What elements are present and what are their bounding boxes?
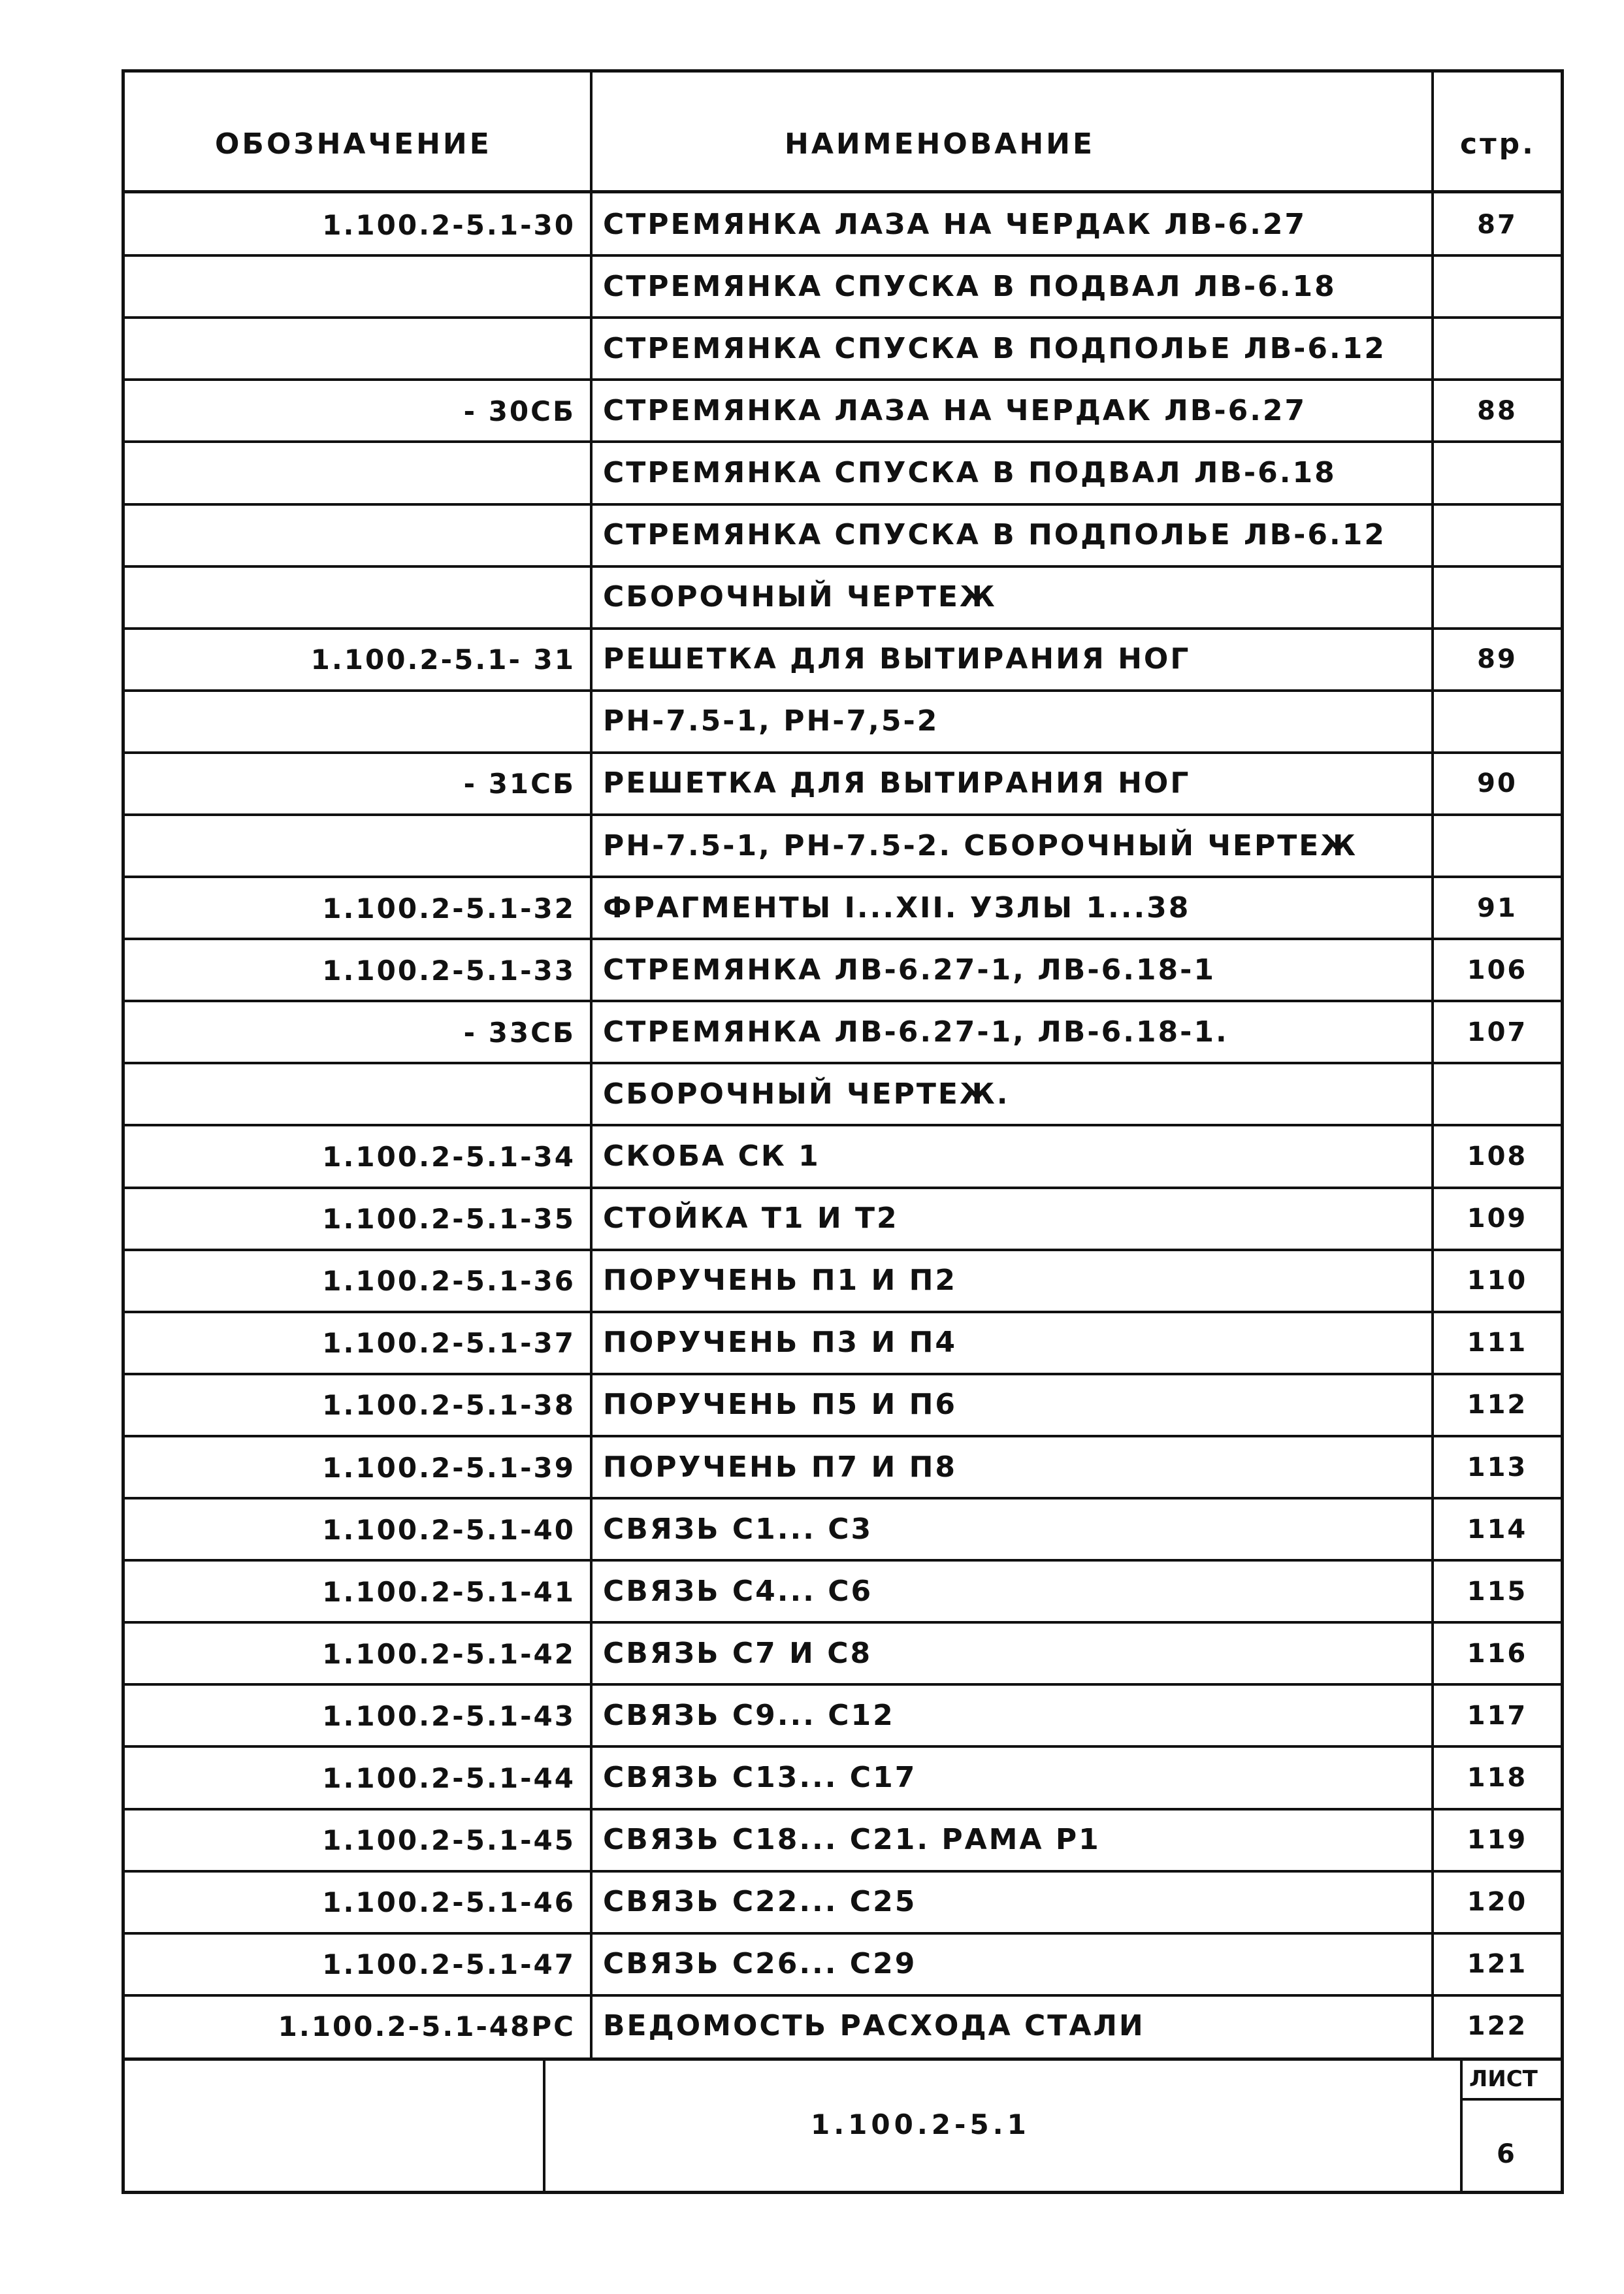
row-designation: 1.100.2-5.1-41 bbox=[322, 1576, 576, 1608]
row-name: СТРЕМЯНКА СПУСКА В ПОДВАЛ ЛВ-6.18 bbox=[603, 270, 1337, 303]
row-page: 118 bbox=[1467, 1763, 1528, 1793]
document-sheet bbox=[122, 69, 1564, 2194]
row-name: СКОБА СК 1 bbox=[603, 1139, 820, 1173]
row-name: СВЯЗЬ С7 И С8 bbox=[603, 1637, 873, 1670]
row-divider bbox=[125, 1683, 1561, 1686]
row-page: 113 bbox=[1467, 1452, 1528, 1483]
row-page: 122 bbox=[1467, 2011, 1528, 2041]
row-designation: 1.100.2-5.1-46 bbox=[322, 1886, 576, 1918]
row-page: 110 bbox=[1467, 1266, 1528, 1296]
row-name: РЕШЕТКА ДЛЯ ВЫТИРАНИЯ НОГ bbox=[603, 642, 1191, 676]
sheet-label-underline bbox=[1460, 2098, 1561, 2101]
row-page: 88 bbox=[1477, 396, 1518, 426]
row-name: СТРЕМЯНКА СПУСКА В ПОДПОЛЬЕ ЛВ-6.12 bbox=[603, 518, 1386, 551]
row-divider bbox=[125, 1062, 1561, 1064]
sheet-number: 6 bbox=[1497, 2139, 1517, 2169]
row-name: СТРЕМЯНКА ЛВ-6.27-1, ЛВ-6.18-1. bbox=[603, 1015, 1229, 1049]
row-divider bbox=[125, 1124, 1561, 1126]
row-designation: - 30СБ bbox=[463, 395, 576, 427]
row-designation: - 31СБ bbox=[463, 768, 576, 800]
row-page: 107 bbox=[1467, 1017, 1528, 1047]
row-designation: 1.100.2-5.1-35 bbox=[322, 1203, 576, 1235]
row-divider bbox=[125, 1311, 1561, 1313]
header-designation: ОБОЗНАЧЕНИЕ bbox=[215, 127, 492, 161]
row-designation: 1.100.2-5.1-32 bbox=[322, 893, 576, 925]
row-designation: 1.100.2-5.1-30 bbox=[322, 209, 576, 241]
row-divider bbox=[125, 440, 1561, 443]
row-name: СТРЕМЯНКА ЛВ-6.27-1, ЛВ-6.18-1 bbox=[603, 953, 1216, 987]
row-name: СТРЕМЯНКА СПУСКА В ПОДВАЛ ЛВ-6.18 bbox=[603, 456, 1337, 489]
row-divider bbox=[125, 316, 1561, 319]
row-name: СВЯЗЬ С22... С25 bbox=[603, 1885, 917, 1918]
row-name: ПОРУЧЕНЬ П5 И П6 bbox=[603, 1388, 958, 1421]
row-designation: 1.100.2-5.1-48РС bbox=[278, 2010, 576, 2042]
row-divider bbox=[125, 1994, 1561, 1997]
row-divider bbox=[125, 813, 1561, 816]
row-designation: 1.100.2-5.1-44 bbox=[322, 1762, 576, 1794]
row-name: СВЯЗЬ С13... С17 bbox=[603, 1761, 917, 1794]
row-designation: 1.100.2-5.1-38 bbox=[322, 1389, 576, 1421]
row-designation: 1.100.2-5.1-33 bbox=[322, 955, 576, 987]
row-page: 87 bbox=[1477, 210, 1518, 240]
row-divider bbox=[125, 1497, 1561, 1499]
row-divider bbox=[125, 1870, 1561, 1873]
row-name: СБОРОЧНЫЙ ЧЕРТЕЖ. bbox=[603, 1077, 1010, 1111]
row-page: 114 bbox=[1467, 1515, 1528, 1545]
sheet-label: ЛИСТ bbox=[1469, 2066, 1538, 2092]
row-designation: 1.100.2-5.1-42 bbox=[322, 1638, 576, 1670]
row-page: 116 bbox=[1467, 1639, 1528, 1669]
column-divider-code-name bbox=[590, 73, 593, 2057]
row-name: СТОЙКА Т1 И Т2 bbox=[603, 1202, 899, 1235]
row-divider bbox=[125, 1932, 1561, 1935]
row-page: 115 bbox=[1467, 1577, 1528, 1607]
row-name: СТРЕМЯНКА ЛАЗА НА ЧЕРДАК ЛВ-6.27 bbox=[603, 394, 1307, 427]
row-designation: 1.100.2-5.1-36 bbox=[322, 1265, 576, 1297]
title-block-topline bbox=[125, 2057, 1561, 2061]
column-divider-name-page bbox=[1431, 73, 1434, 2057]
title-block-divider-left bbox=[543, 2057, 545, 2191]
row-designation: 1.100.2-5.1-34 bbox=[322, 1141, 576, 1173]
row-page: 89 bbox=[1477, 644, 1518, 674]
row-divider bbox=[125, 689, 1561, 692]
row-divider bbox=[125, 1745, 1561, 1748]
row-name: СВЯЗЬ С4... С6 bbox=[603, 1575, 873, 1608]
row-page: 108 bbox=[1467, 1141, 1528, 1172]
row-page: 90 bbox=[1477, 768, 1518, 798]
row-divider bbox=[125, 503, 1561, 506]
row-name: РН-7.5-1, РН-7.5-2. СБОРОЧНЫЙ ЧЕРТЕЖ bbox=[603, 829, 1358, 862]
row-designation: 1.100.2-5.1-37 bbox=[322, 1327, 576, 1359]
row-divider bbox=[125, 565, 1561, 568]
row-page: 120 bbox=[1467, 1887, 1528, 1917]
row-divider bbox=[125, 627, 1561, 630]
row-name: РН-7.5-1, РН-7,5-2 bbox=[603, 704, 939, 738]
row-divider bbox=[125, 378, 1561, 381]
row-page: 119 bbox=[1467, 1825, 1528, 1855]
row-name: ПОРУЧЕНЬ П1 И П2 bbox=[603, 1264, 958, 1297]
row-name: ПОРУЧЕНЬ П7 И П8 bbox=[603, 1450, 958, 1484]
row-name: ФРАГМЕНТЫ I...XII. УЗЛЫ 1...38 bbox=[603, 891, 1191, 925]
row-page: 117 bbox=[1467, 1701, 1528, 1731]
row-divider bbox=[125, 751, 1561, 754]
row-page: 112 bbox=[1467, 1390, 1528, 1420]
row-page: 109 bbox=[1467, 1204, 1528, 1234]
row-divider bbox=[125, 1187, 1561, 1189]
row-page: 121 bbox=[1467, 1949, 1528, 1979]
row-designation: 1.100.2-5.1-40 bbox=[322, 1514, 576, 1546]
row-divider bbox=[125, 254, 1561, 257]
row-divider bbox=[125, 1435, 1561, 1437]
row-name: СВЯЗЬ С18... С21. РАМА Р1 bbox=[603, 1823, 1101, 1856]
row-name: СТРЕМЯНКА СПУСКА В ПОДПОЛЬЕ ЛВ-6.12 bbox=[603, 332, 1386, 365]
row-designation: 1.100.2-5.1-43 bbox=[322, 1700, 576, 1732]
row-name: СТРЕМЯНКА ЛАЗА НА ЧЕРДАК ЛВ-6.27 bbox=[603, 208, 1307, 241]
row-designation: 1.100.2-5.1-39 bbox=[322, 1452, 576, 1484]
row-divider bbox=[125, 1000, 1561, 1002]
row-divider bbox=[125, 876, 1561, 878]
row-name: РЕШЕТКА ДЛЯ ВЫТИРАНИЯ НОГ bbox=[603, 766, 1191, 800]
header-underline bbox=[125, 190, 1561, 193]
row-divider bbox=[125, 1249, 1561, 1251]
row-divider bbox=[125, 938, 1561, 940]
row-designation: 1.100.2-5.1-47 bbox=[322, 1948, 576, 1980]
row-page: 106 bbox=[1467, 955, 1528, 985]
title-block-divider-right bbox=[1460, 2057, 1463, 2191]
document-code: 1.100.2-5.1 bbox=[811, 2108, 1030, 2140]
row-name: СВЯЗЬ С26... С29 bbox=[603, 1947, 917, 1980]
row-designation: - 33СБ bbox=[463, 1017, 576, 1049]
row-name: СВЯЗЬ С1... С3 bbox=[603, 1513, 873, 1546]
row-divider bbox=[125, 1808, 1561, 1811]
row-name: СБОРОЧНЫЙ ЧЕРТЕЖ bbox=[603, 580, 997, 614]
header-name: НАИМЕНОВАНИЕ bbox=[785, 127, 1096, 161]
header-page: стр. bbox=[1460, 127, 1536, 161]
row-designation: 1.100.2-5.1-45 bbox=[322, 1824, 576, 1856]
row-name: ПОРУЧЕНЬ П3 И П4 bbox=[603, 1326, 958, 1359]
row-divider bbox=[125, 1621, 1561, 1624]
row-designation: 1.100.2-5.1- 31 bbox=[310, 644, 576, 676]
row-divider bbox=[125, 1559, 1561, 1562]
row-page: 111 bbox=[1467, 1328, 1528, 1358]
row-name: ВЕДОМОСТЬ РАСХОДА СТАЛИ bbox=[603, 2009, 1145, 2042]
row-page: 91 bbox=[1477, 893, 1518, 923]
row-divider bbox=[125, 1373, 1561, 1375]
row-name: СВЯЗЬ С9... С12 bbox=[603, 1699, 895, 1732]
